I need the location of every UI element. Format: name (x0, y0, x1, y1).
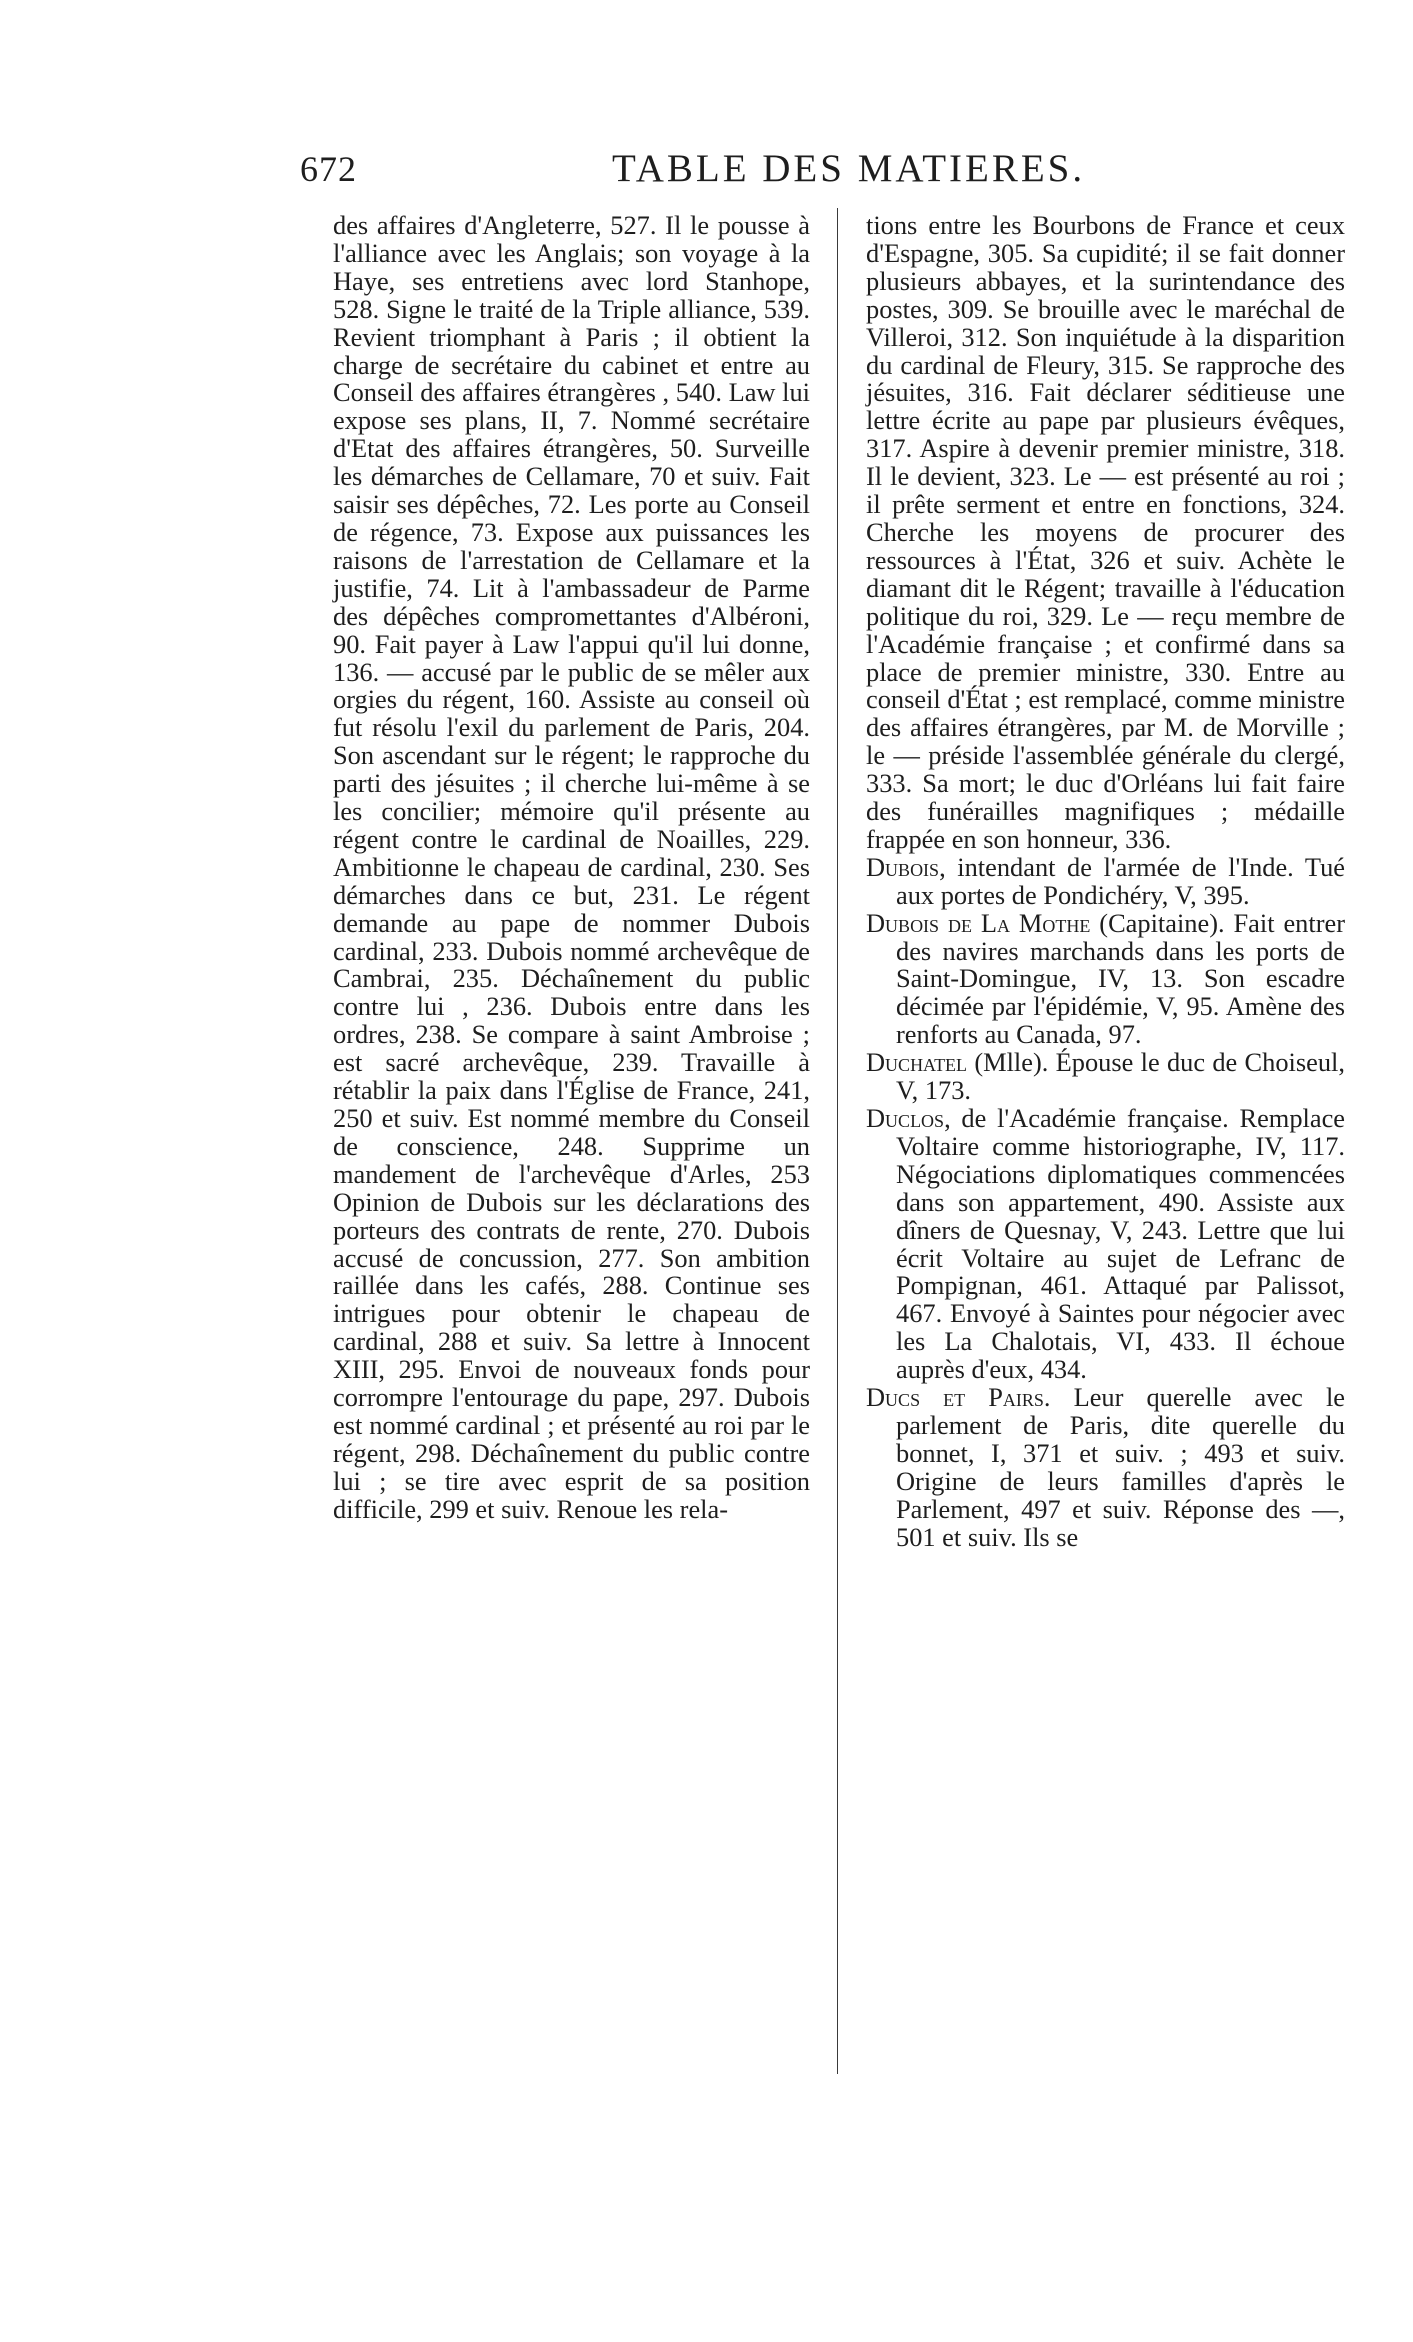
entry-head: Duclos (866, 1103, 945, 1133)
index-entry (866, 1049, 1345, 1105)
entry-head: Ducs et Pairs. (866, 1382, 1051, 1413)
entry-text: , de l'Académie française. Remplace Voltaire comme historiographe, IV, 117. Négociations diplomatiques commencées dans son appartement, 490. Assiste aux dîners de Quesnay, V, 243. Lettre que lui écrit Voltaire au sujet de Lefranc de Pompignan, 461. Attaqué par Palissot, 467. Envoyé à Saintes pour négocier avec les La Chalotais, VI, 433. Il échoue auprès d'eux, 434. (896, 1103, 1345, 1385)
entry-text: (Capitaine). Fait entrer des navires marchands dans les ports de Saint-Domingue, IV, 13. Son escadre décimée par l'épidémie, V, 95. Amène des renforts au Canada, 97. (896, 907, 1345, 1050)
continued-entry-text: des affaires d'Angleterre, 527. Il le pousse à l'alliance avec les Anglais; son voyage à la Haye, ses entretiens avec lord Stanhope, 528. Signe le traité de la Triple alliance, 539. Revient triomphant à Paris ; il obtient la charge de secrétaire du cabinet et entre au Conseil des affaires étrangères , 540. Law lui expose ses plans, II, 7. Nommé secrétaire d'Etat des affaires étrangères, 50. Surveille les démarches de Cellamare, 70 et suiv. Fait saisir ses dépêches, 72. Les porte au Conseil de régence, 73. Expose aux puissances les raisons de l'arrestation de Cellamare et la justifie, 74. Lit à l'ambassadeur de Parme des dépêches compromettantes d'Albéroni, 90. Fait payer à Law l'appui qu'il lui donne, 136. — accusé par le public de se mêler aux orgies du régent, 160. Assiste au conseil où fut résolu l'exil du parlement de Paris, 204. Son ascendant sur le régent; le rapproche du parti des jésuites ; il cherche lui-même à se les concilier; mémoire qu'il présente au régent contre le cardinal de Noailles, 229. Ambitionne le chapeau de cardinal, 230. Ses démarches dans ce but, 231. Le régent demande au pape de nommer Dubois cardinal, 233. Dubois nommé archevêque de Cambrai, 235. Déchaînement du public contre lui , 236. Dubois entre dans les ordres, 238. Se compare à saint Ambroise ; est sacré archevêque, 239. Travaille à rétablir la paix dans l'Église de France, 241, 250 et suiv. Est nommé membre du Conseil de conscience, 248. Supprime un mandement de l'archevêque d'Arles, 253 Opinion de Dubois sur les déclarations des porteurs des contrats de rente, 270. Dubois accusé de concussion, 277. Son ambition raillée dans les cafés, 288. Continue ses intrigues pour obtenir le chapeau de cardinal, 288 et suiv. Sa lettre à Innocent XIII, 295. Envoi de nouveaux fonds pour corrompre l'entourage du pape, 297. Dubois est nommé cardinal ; et présenté au roi par le régent, 298. Déchaînement du public contre lui ; se tire avec esprit de sa position difficile, 299 et suiv. Renoue les rela- (333, 210, 810, 1524)
entry-text: intendant de l'armée de l'Inde. Tué aux portes de Pondichéry, V, 395. (896, 851, 1345, 910)
index-entry (866, 1105, 1345, 1384)
entry-text: (Mlle). Épouse le duc de Choiseul, V, 173. (896, 1047, 1345, 1106)
entry-head: Dubois de La Mothe (866, 907, 1091, 938)
entry-head: Duchatel (866, 1047, 968, 1078)
index-entry (866, 851, 1345, 910)
column-divider (837, 208, 838, 2074)
right-column (866, 212, 1345, 1552)
entry-text: Leur querelle avec le parlement de Paris, dite querelle du bonnet, I, 371 et suiv. ; 493 et suiv. Origine de leurs familles d'après le Parlement, 497 et suiv. Réponse des —, 501 et suiv. Ils se (896, 1382, 1346, 1552)
index-entry (866, 907, 1345, 1050)
continued-entry-text: tions entre les Bourbons de France et ceux d'Espagne, 305. Sa cupidité; il se fait donner plusieurs abbayes, et la surintendance des postes, 309. Se brouille avec le maréchal de Villeroi, 312. Son inquiétude à la disparition du cardinal de Fleury, 315. Se rapproche des jésuites, 316. Fait déclarer séditieuse une lettre écrite au pape par plusieurs évêques, 317. Aspire à devenir premier ministre, 318. Il le devient, 323. Le — est présenté au roi ; il prête serment et entre en fonctions, 324. Cherche les moyens de procurer des ressources à l'État, 326 et suiv. Achète le diamant dit le Régent; travaille à l'éducation politique du roi, 329. Le — reçu membre de l'Académie française ; et confirmé dans sa place de premier ministre, 330. Entre au conseil d'État ; est remplacé, comme ministre des affaires étrangères, par M. de Morville ; le — préside l'assemblée générale du clergé, 333. Sa mort; le duc d'Orléans lui fait faire des funérailles magnifiques ; médaille frappée en son honneur, 336. (866, 210, 1345, 854)
left-column (333, 212, 810, 1524)
entry-head: Dubois, (866, 851, 946, 882)
index-entry (866, 1384, 1345, 1551)
running-title: TABLE DES MATIERES. (612, 147, 1086, 190)
page-number: 672 (300, 149, 357, 189)
